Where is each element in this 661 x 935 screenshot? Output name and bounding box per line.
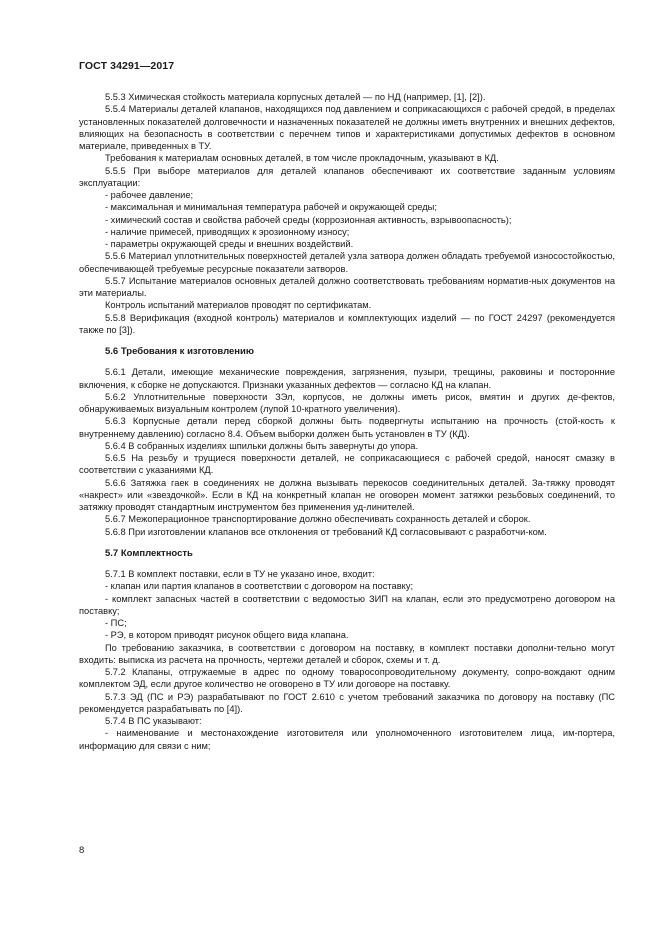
paragraph: 5.7.3 ЭД (ПС и РЭ) разрабатывают по ГОСТ 2.610 с учетом требований заказчика по договору на поставку (ПС рекомендуется разрабатывать по [4]). <box>79 691 615 714</box>
document-body <box>79 91 615 752</box>
paragraph: 5.5.3 Химическая стойкость материала корпусных деталей — по НД (например, [1], [2]). <box>105 92 486 102</box>
paragraph: 5.5.8 Верификация (входной контроль) материалов и комплектующих изделий — по ГОСТ 24297 (рекомендуется также по [3]). <box>79 312 615 335</box>
list-item: - максимальная и минимальная температура рабочей и окружающей среды; <box>105 202 437 213</box>
paragraph: По требованию заказчика, в соответствии с договором на поставку, в комплект поставки дополни-тельно могут входить: выписка из расчета на прочность, чертежи деталей и сборок, схемы и т. д. <box>79 642 615 665</box>
paragraph: 5.6.7 Межоперационное транспортирование должно обеспечивать сохранность деталей и сборок. <box>105 514 531 525</box>
page-number: 8 <box>79 845 85 856</box>
paragraph: 5.6.1 Детали, имеющие механические повреждения, загрязнения, пузыри, трещины, раковины и посторонние включения, к сборке не допускаются. Признаки указанных дефектов — согласно КД на клапан. <box>79 367 615 390</box>
document-header: ГОСТ 34291—2017 <box>79 60 175 72</box>
paragraph: 5.6.8 При изготовлении клапанов все отклонения от требований КД согласовывают с разработчи-ком. <box>105 526 547 537</box>
list-item: - наличие примесей, приводящих к эрозионному износу; <box>105 226 350 237</box>
paragraph: 5.6.5 На резьбу и трущиеся поверхности деталей, не соприкасающиеся с рабочей средой, наносят смазку в соответствии с указаниями КД. <box>79 453 615 476</box>
paragraph: 5.6.6 Затяжка гаек в соединениях не должна вызывать перекосов соединительных деталей. За-тяжку проводят «накрест» или «звездочкой». Если в КД на конкретный клапан не оговорен момент затяжки резьбовых соединений, то затяжку проводят стандартным инструментом без применения уд-линителей. <box>79 477 615 512</box>
paragraph: Требования к материалам основных деталей, в том числе прокладочным, указывают в КД. <box>105 153 499 164</box>
list-item: - параметры окружающей среды и внешних воздействий. <box>105 239 354 249</box>
paragraph: 5.6.4 В собранных изделиях шпильки должны быть завернуты до упора. <box>105 440 419 451</box>
paragraph: 5.7.4 В ПС указывают: <box>105 716 202 726</box>
paragraph: 5.6.3 Корпусные детали перед сборкой должны быть подвергнуты испытанию на прочность (стой-кость к внутреннему давлению) согласно 8.4. Объем выборки должен быть установлен в ТУ (КД). <box>79 416 615 439</box>
paragraph: 5.7.1 В комплект поставки, если в ТУ не указано иное, входит: <box>105 569 375 579</box>
paragraph: 5.5.6 Материал уплотнительных поверхностей деталей узла затвора должен обладать требуемой износостойкостью, обеспечивающей требуемые ресурсные показатели затворов. <box>79 251 615 274</box>
list-item: - ПС; <box>105 618 127 628</box>
paragraph: Контроль испытаний материалов проводят по сертификатам. <box>105 300 372 311</box>
list-item: - наименование и местонахождение изготовителя или уполномоченного изготовителем лица, им-портера, информацию для связи с ним; <box>79 728 615 751</box>
paragraph: 5.6.2 Уплотнительные поверхности ЗЭл, корпусов, не должны иметь рисок, вмятин и других де-фектов, обнаруживаемых визуальным контролем (лупой 10-кратного увеличения). <box>79 391 615 414</box>
list-item: - рабочее давление; <box>105 190 194 200</box>
list-item: - РЭ, в котором приводят рисунок общего вида клапана. <box>105 630 349 641</box>
list-item: - комплект запасных частей в соответствии с ведомостью ЗИП на клапан, если это предусмотрено договором на поставку; <box>79 593 615 616</box>
list-item: - химический состав и свойства рабочей среды (коррозионная активность, взрывоопасность); <box>105 214 512 225</box>
paragraph: 5.7.2 Клапаны, отгружаемые в адрес по одному товаросопроводительному документу, сопро-вождают одним комплектом ЭД, если другое количество не оговорено в ТУ или договоре на поставку. <box>79 667 615 690</box>
paragraph: 5.5.4 Материалы деталей клапанов, находящихся под давлением и соприкасающихся с рабочей средой, в пределах установленных показателей долговечности и назначенных показателей не должны иметь внутренних и внешних дефектов, влияющих на безопасность в соответствии с перечнем типов и характеристиками допустимых дефектов в основном материале, приведенных в ТУ. <box>79 104 615 151</box>
section-heading: 5.6 Требования к изготовлению <box>105 346 254 357</box>
list-item: - клапан или партия клапанов в соответствии с договором на поставку; <box>105 581 414 592</box>
paragraph: 5.5.5 При выборе материалов для деталей клапанов обеспечивают их соответствие заданным условиям эксплуатации: <box>79 165 615 188</box>
section-heading: 5.7 Комплектность <box>105 547 193 559</box>
paragraph: 5.5.7 Испытание материалов основных деталей должно соответствовать требованиям норматив-ных документов на эти материалы. <box>79 275 615 298</box>
